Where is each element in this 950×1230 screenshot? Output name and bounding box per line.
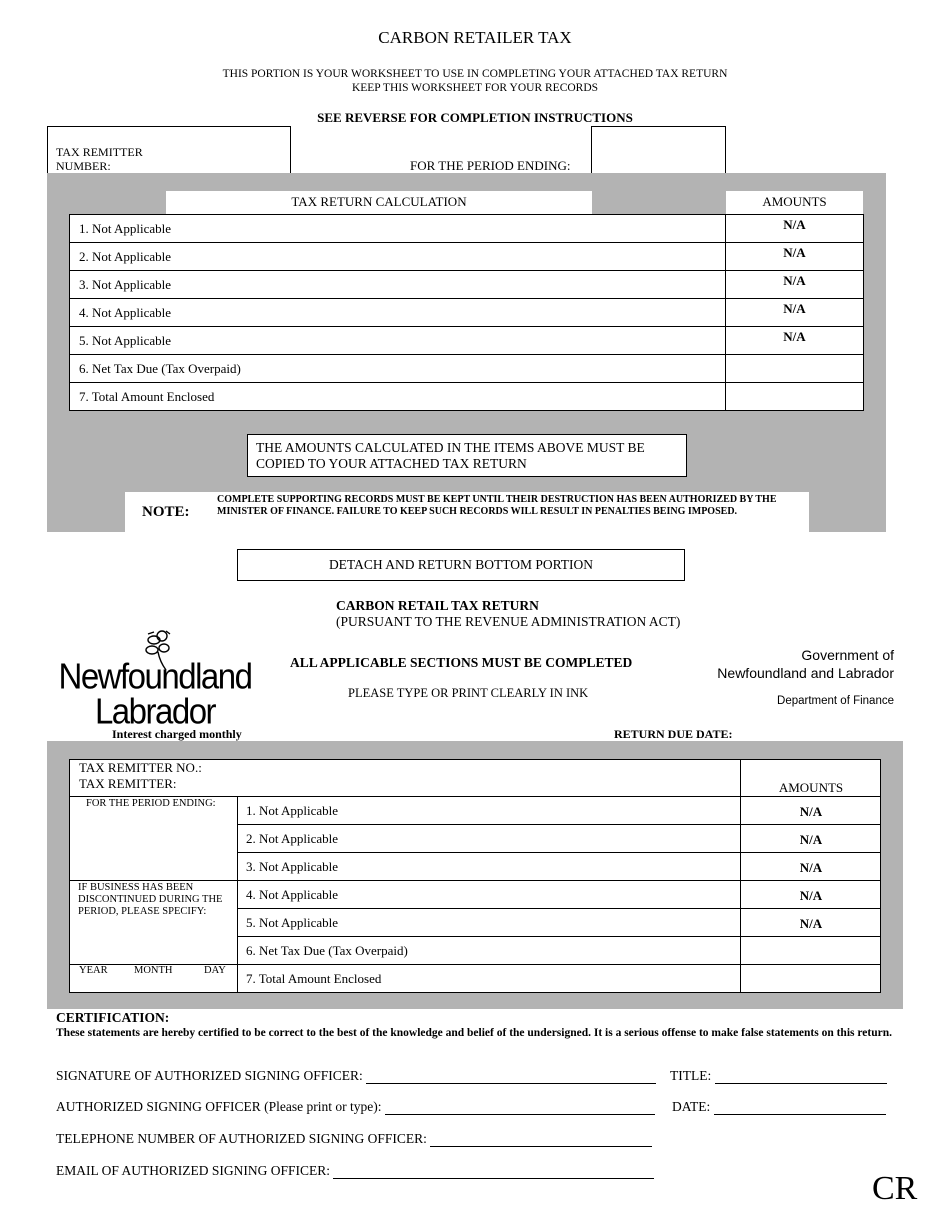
discontinued-line3: PERIOD, PLEASE SPECIFY: bbox=[78, 906, 207, 917]
type-print-note: PLEASE TYPE OR PRINT CLEARLY IN INK bbox=[348, 686, 589, 700]
telephone-field[interactable] bbox=[430, 1132, 652, 1147]
period-ending-input[interactable] bbox=[70, 812, 236, 880]
officer-field[interactable] bbox=[385, 1100, 655, 1115]
worksheet-row-amount: N/A bbox=[783, 217, 806, 232]
return-row-label: 2. Not Applicable bbox=[246, 831, 339, 846]
worksheet-row-amount: N/A bbox=[783, 273, 806, 288]
return-amounts-header: AMOUNTS bbox=[778, 780, 844, 795]
logo-line1: Newfoundland bbox=[58, 655, 252, 697]
worksheet-row-label: 5. Not Applicable bbox=[79, 333, 172, 348]
return-row-label: 6. Net Tax Due (Tax Overpaid) bbox=[246, 943, 408, 958]
worksheet-row-amount: N/A bbox=[783, 329, 806, 344]
period-ending-label: FOR THE PERIOD ENDING: bbox=[86, 798, 216, 809]
copy-notice bbox=[247, 434, 687, 477]
certification-statement: These statements are hereby certified to be correct to the best of the knowledge and belief of the undersigned. It is a serious offense to make false statements on this return. bbox=[56, 1027, 892, 1039]
remitter-label: TAX REMITTER: bbox=[79, 776, 177, 791]
worksheet-row-amount: N/A bbox=[783, 301, 806, 316]
email-row bbox=[56, 1163, 654, 1179]
worksheet-note-line1: THIS PORTION IS YOUR WORKSHEET TO USE IN COMPLETING YOUR ATTACHED TAX RETURN bbox=[222, 68, 728, 80]
see-reverse-note: SEE REVERSE FOR COMPLETION INSTRUCTIONS bbox=[317, 110, 633, 125]
copy-notice-line1: THE AMOUNTS CALCULATED IN THE ITEMS ABOVE MUST BE bbox=[256, 440, 645, 455]
discontinued-line2: DISCONTINUED DURING THE bbox=[78, 894, 223, 905]
worksheet-note-line2: KEEP THIS WORKSHEET FOR YOUR RECORDS bbox=[351, 82, 599, 94]
title-field[interactable] bbox=[715, 1069, 887, 1084]
worksheet-row-label: 7. Total Amount Enclosed bbox=[79, 389, 215, 404]
title-label: TITLE: bbox=[670, 1068, 712, 1083]
form-title: CARBON RETAILER TAX bbox=[378, 28, 572, 47]
detach-banner: DETACH AND RETURN BOTTOM PORTION bbox=[237, 549, 685, 581]
certification-heading: CERTIFICATION: bbox=[56, 1010, 170, 1025]
worksheet-row-amount: N/A bbox=[783, 245, 806, 260]
return-row-label: 7. Total Amount Enclosed bbox=[246, 971, 382, 986]
department-name: Department of Finance bbox=[777, 695, 894, 707]
day-label: DAY bbox=[204, 965, 226, 976]
logo-line2: Labrador bbox=[94, 690, 216, 732]
return-title: CARBON RETAIL TAX RETURN bbox=[336, 598, 539, 613]
remitter-info bbox=[79, 760, 202, 792]
due-date-label: RETURN DUE DATE: bbox=[614, 727, 733, 741]
officer-row bbox=[56, 1099, 655, 1115]
worksheet-row-label: 6. Net Tax Due (Tax Overpaid) bbox=[79, 361, 241, 376]
discontinued-line1: IF BUSINESS HAS BEEN bbox=[78, 882, 194, 893]
return-row-amount: N/A bbox=[799, 888, 823, 903]
logo bbox=[55, 655, 255, 732]
date-row bbox=[672, 1099, 886, 1115]
signature-label: SIGNATURE OF AUTHORIZED SIGNING OFFICER: bbox=[56, 1068, 363, 1083]
signature-row bbox=[56, 1068, 656, 1084]
worksheet-period-input[interactable] bbox=[591, 126, 726, 174]
remitter-no-label: TAX REMITTER NO.: bbox=[79, 760, 202, 775]
return-row-amount: N/A bbox=[799, 916, 823, 931]
email-field[interactable] bbox=[333, 1164, 654, 1179]
worksheet-period-label: FOR THE PERIOD ENDING: bbox=[410, 158, 571, 173]
worksheet-row-label: 3. Not Applicable bbox=[79, 277, 172, 292]
date-label: DATE: bbox=[672, 1099, 711, 1114]
email-label: EMAIL OF AUTHORIZED SIGNING OFFICER: bbox=[56, 1163, 331, 1178]
return-row-amount: N/A bbox=[799, 832, 823, 847]
discontinued-date-input[interactable] bbox=[70, 920, 236, 963]
remitter-label-line2: NUMBER: bbox=[56, 159, 111, 173]
gov-line1: Government of bbox=[801, 647, 894, 663]
return-row-amount: N/A bbox=[799, 860, 823, 875]
worksheet-row-label: 2. Not Applicable bbox=[79, 249, 172, 264]
gov-line2: Newfoundland and Labrador bbox=[717, 665, 894, 681]
remitter-label-line1: TAX REMITTER bbox=[56, 145, 143, 159]
calc-header: TAX RETURN CALCULATION bbox=[166, 191, 592, 214]
return-row-label: 3. Not Applicable bbox=[246, 859, 339, 874]
year-label: YEAR bbox=[79, 965, 108, 976]
return-row-label: 1. Not Applicable bbox=[246, 803, 339, 818]
return-row-amount: N/A bbox=[799, 804, 823, 819]
government-name bbox=[717, 646, 894, 682]
date-field[interactable] bbox=[714, 1100, 886, 1115]
return-row-label: 5. Not Applicable bbox=[246, 915, 339, 930]
note-label: NOTE: bbox=[142, 504, 190, 520]
form-code: CR bbox=[872, 1170, 918, 1207]
copy-notice-line2: COPIED TO YOUR ATTACHED TAX RETURN bbox=[256, 456, 527, 471]
telephone-label: TELEPHONE NUMBER OF AUTHORIZED SIGNING OFFICER: bbox=[56, 1131, 427, 1146]
all-sections-note: ALL APPLICABLE SECTIONS MUST BE COMPLETED bbox=[290, 655, 633, 670]
worksheet-row-label: 4. Not Applicable bbox=[79, 305, 172, 320]
signature-field[interactable] bbox=[366, 1069, 656, 1084]
return-row-label: 4. Not Applicable bbox=[246, 887, 339, 902]
worksheet-row-label: 1. Not Applicable bbox=[79, 221, 172, 236]
month-label: MONTH bbox=[134, 965, 173, 976]
officer-label: AUTHORIZED SIGNING OFFICER (Please print or type): bbox=[56, 1099, 382, 1114]
discontinued-label bbox=[78, 882, 222, 918]
worksheet-remitter-label bbox=[56, 145, 143, 173]
title-row bbox=[670, 1068, 887, 1084]
telephone-row bbox=[56, 1131, 652, 1147]
note-text: COMPLETE SUPPORTING RECORDS MUST BE KEPT UNTIL THEIR DESTRUCTION HAS BEEN AUTHORIZED BY THE MINISTER OF FINANCE. FAILURE TO KEEP SUCH RECORDS WILL RESULT IN PENALTIES BEING IMPOSED. bbox=[217, 494, 777, 517]
return-subtitle: (PURSUANT TO THE REVENUE ADMINISTRATION ACT) bbox=[336, 614, 681, 629]
interest-note: Interest charged monthly bbox=[112, 727, 242, 741]
amounts-header: AMOUNTS bbox=[726, 191, 863, 214]
